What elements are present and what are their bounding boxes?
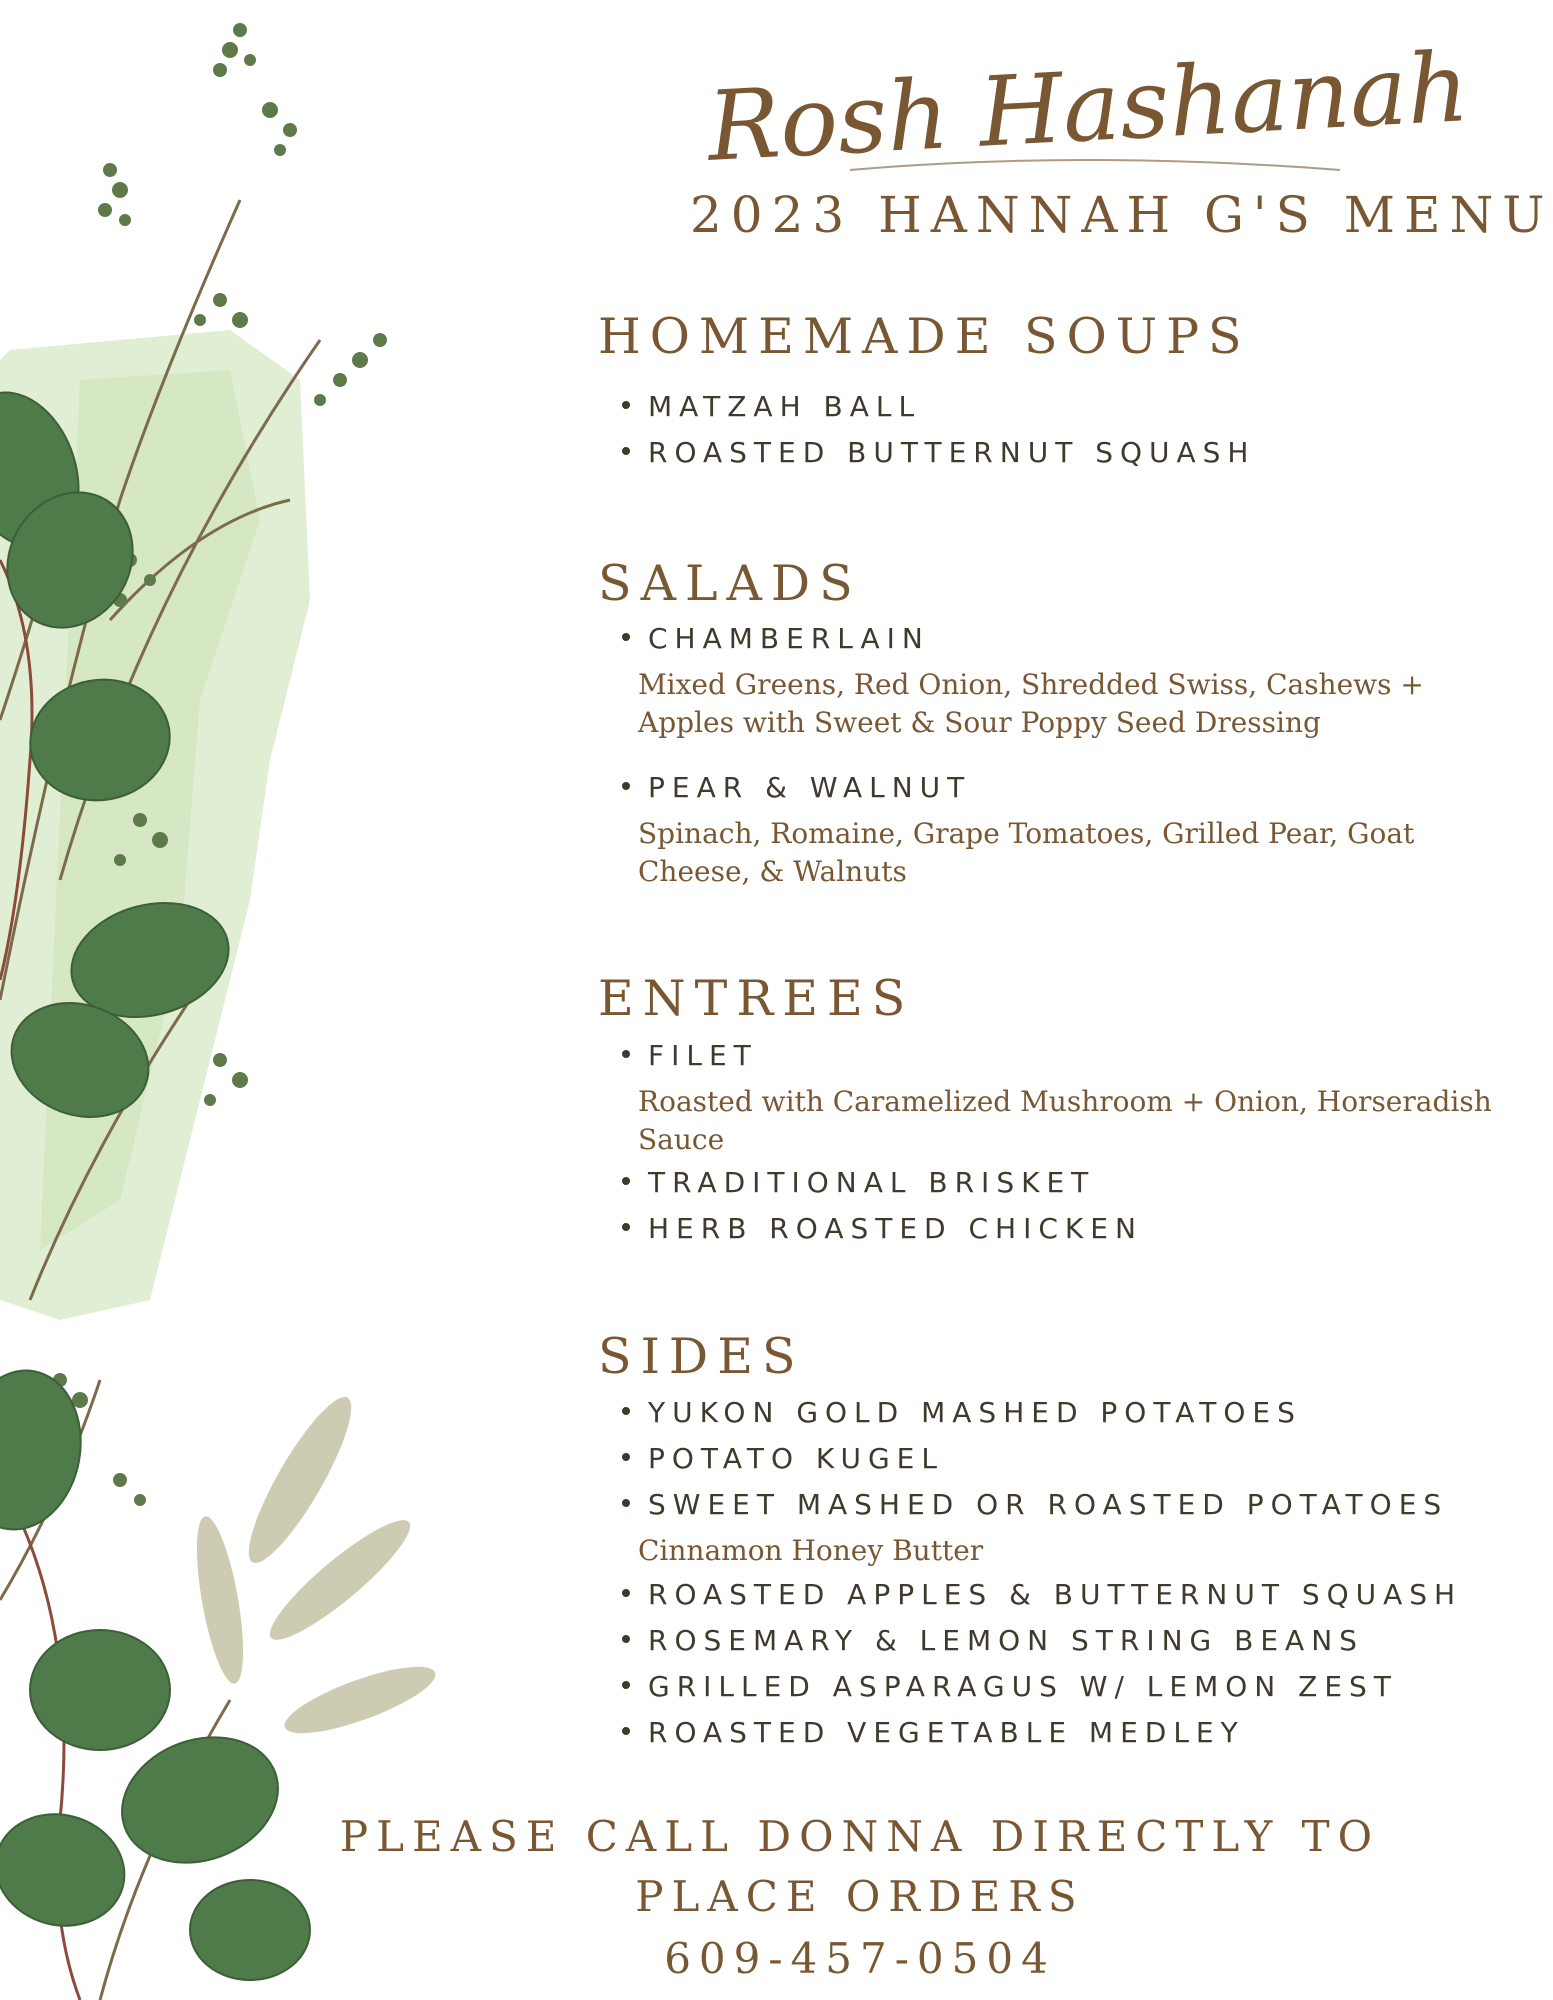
menu-item: SWEET MASHED OR ROASTED POTATOES xyxy=(622,1488,1448,1521)
eucalyptus-illustration xyxy=(0,0,480,2000)
menu-subtitle: 2023 HANNAH G'S MENU xyxy=(690,186,1553,244)
section-title-entrees: ENTREES xyxy=(598,970,915,1027)
section-title-salads: SALADS xyxy=(598,555,862,612)
menu-item: CHAMBERLAIN xyxy=(622,622,930,655)
menu-item: MATZAH BALL xyxy=(622,390,921,423)
menu-item: ROSEMARY & LEMON STRING BEANS xyxy=(622,1624,1364,1657)
menu-item: POTATO KUGEL xyxy=(622,1442,944,1475)
item-description: Roasted with Caramelized Mushroom + Onion, Horseradish Sauce xyxy=(638,1085,1492,1156)
menu-item: ROASTED APPLES & BUTTERNUT SQUASH xyxy=(622,1578,1462,1611)
menu-item: HERB ROASTED CHICKEN xyxy=(622,1212,1143,1245)
menu-item: TRADITIONAL BRISKET xyxy=(622,1166,1095,1199)
menu-item: PEAR & WALNUT xyxy=(622,771,971,804)
phone-number: 609-457-0504 xyxy=(664,1934,1056,1983)
item-description: Cinnamon Honey Butter xyxy=(638,1534,984,1567)
menu-item: GRILLED ASPARAGUS W/ LEMON ZEST xyxy=(622,1670,1398,1703)
section-title-sides: SIDES xyxy=(598,1328,805,1385)
order-instruction-line-2: PLACE ORDERS xyxy=(635,1872,1085,1921)
menu-item: ROASTED BUTTERNUT SQUASH xyxy=(622,436,1255,469)
section-title-soups: HOMEMADE SOUPS xyxy=(598,308,1251,365)
item-description: Mixed Greens, Red Onion, Shredded Swiss, Cashews + Apples with Sweet & Sour Poppy Seed Dressing xyxy=(638,668,1424,739)
script-title: Rosh Hashanah xyxy=(704,31,1472,183)
item-description: Spinach, Romaine, Grape Tomatoes, Grilled Pear, Goat Cheese, & Walnuts xyxy=(638,817,1415,888)
menu-item: YUKON GOLD MASHED POTATOES xyxy=(622,1396,1302,1429)
menu-item: ROASTED VEGETABLE MEDLEY xyxy=(622,1716,1245,1749)
order-instruction-line-1: PLEASE CALL DONNA DIRECTLY TO xyxy=(339,1812,1381,1861)
menu-item: FILET xyxy=(622,1039,758,1072)
